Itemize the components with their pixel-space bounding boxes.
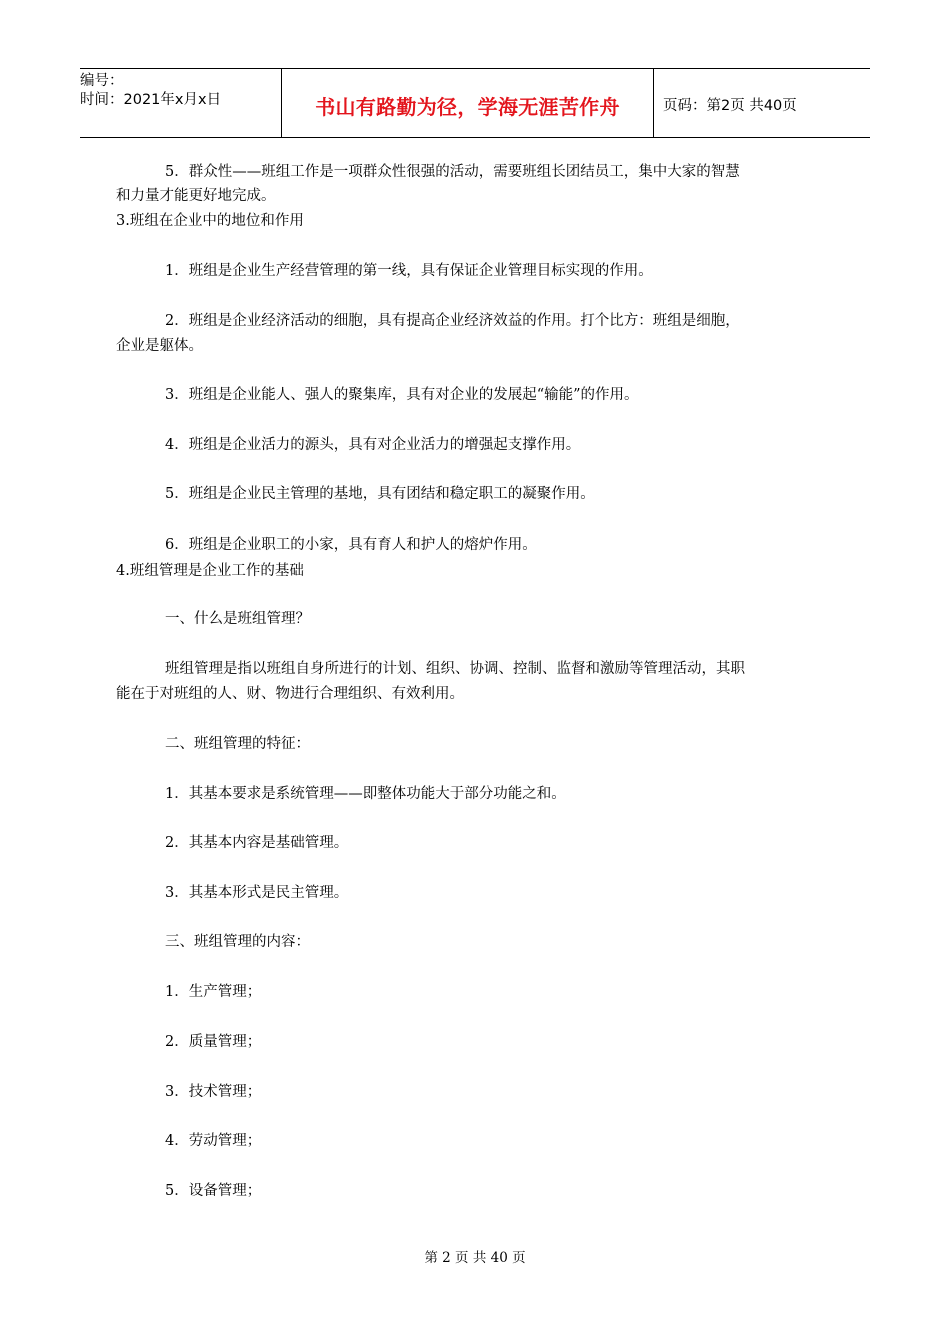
list-item: 4．劳动管理； [165,1133,262,1149]
list-item: 3．其基本形式是民主管理。 [165,885,349,901]
subsection-heading: 三、班组管理的内容： [165,934,310,950]
header-meta [80,69,282,137]
header-page-info: 页码：第2页 共40页 [663,97,797,114]
body-line: 6．班组是企业职工的小家，具有育人和护人的熔炉作用。 [165,537,537,553]
time-label: 时间：2021年x月x日 [80,92,222,108]
body-line: 5．群众性——班组工作是一项群众性很强的活动，需要班组长团结员工，集中大家的智慧 [165,164,740,180]
body-line: 2．班组是企业经济活动的细胞，具有提高企业经济效益的作用。打个比方：班组是细胞， [165,313,740,329]
page-header [80,68,870,138]
header-motto: 书山有路勤为径，学海无涯苦作舟 [282,69,654,137]
list-item: 2．其基本内容是基础管理。 [165,835,349,851]
body-line: 1．班组是企业生产经营管理的第一线，具有保证企业管理目标实现的作用。 [165,263,653,279]
subsection-heading: 二、班组管理的特征： [165,736,310,752]
body-line: 3．班组是企业能人、强人的聚集库，具有对企业的发展起“输能”的作用。 [165,387,639,403]
section-heading: 3.班组在企业中的地位和作用 [116,213,304,229]
body-line: 企业是躯体。 [116,338,203,354]
body-line: 班组管理是指以班组自身所进行的计划、组织、协调、控制、监督和激励等管理活动，其职 [165,661,745,677]
body-line: 4．班组是企业活力的源头，具有对企业活力的增强起支撑作用。 [165,437,581,453]
page-footer: 第 2 页 共 40 页 [424,1250,526,1266]
list-item: 1．其基本要求是系统管理——即整体功能大于部分功能之和。 [165,786,566,802]
list-item: 1．生产管理； [165,984,262,1000]
body-line: 和力量才能更好地完成。 [116,188,276,204]
list-item: 5．设备管理； [165,1183,262,1199]
list-item: 2．质量管理； [165,1034,262,1050]
number-label: 编号： [80,73,124,89]
section-heading: 4.班组管理是企业工作的基础 [116,563,304,579]
list-item: 3．技术管理； [165,1084,262,1100]
body-line: 5．班组是企业民主管理的基地，具有团结和稳定职工的凝聚作用。 [165,486,595,502]
subsection-heading: 一、什么是班组管理？ [165,611,310,627]
body-line: 能在于对班组的人、财、物进行合理组织、有效利用。 [116,686,464,702]
